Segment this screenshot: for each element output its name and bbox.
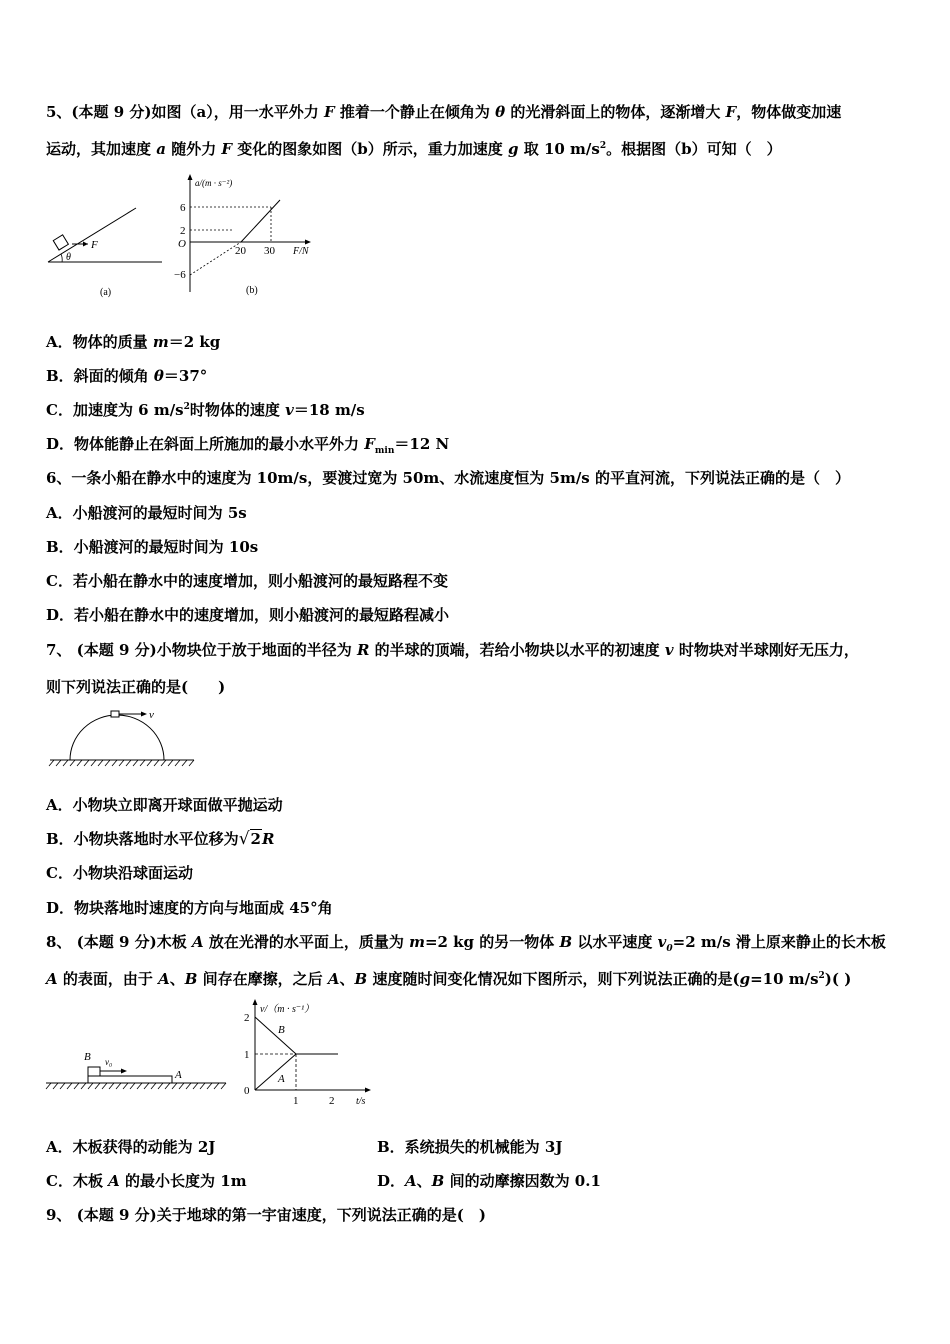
q7-figure-hemisphere (48, 705, 198, 770)
tick-x-20: 20 (235, 245, 246, 257)
vt-xlabel: t/s (356, 1096, 366, 1107)
fig-b-caption: (b) (246, 285, 258, 296)
fig-b-ylabel: a/(m · s⁻²) (195, 178, 233, 188)
q7-option-a[interactable]: A．小物块立即离开球面做平抛运动 (46, 796, 283, 814)
q5-stem-line1: 5、(本题 9 分)如图（a），用一水平外力 F 推着一个静止在倾角为 θ 的光滑斜面上的物体，逐渐增大 F，物体做变加速 (46, 103, 842, 121)
board-a (88, 1076, 172, 1083)
label-b: B (84, 1051, 91, 1063)
vt-tick-y-1: 1 (244, 1049, 250, 1061)
q8-option-b[interactable]: B．系统损失的机械能为 3J (377, 1138, 563, 1156)
q5-option-c[interactable]: C．加速度为 6 $m/s^2$时物体的速度 v＝18 m/s (46, 401, 365, 419)
q6-option-a[interactable]: A．小船渡河的最短时间为 5s (46, 504, 247, 522)
tick-y-neg6: −6 (174, 269, 186, 281)
label-v0: v₀ (105, 1057, 113, 1067)
vt-tick-y-2: 2 (244, 1012, 250, 1024)
tick-x-30: 30 (264, 245, 275, 257)
q5-option-d[interactable]: D．物体能静止在斜面上所施加的最小水平外力 $F_{min}=12$ N (46, 435, 450, 456)
q8-stem-line2: A 的表面，由于 A、B 间存在摩擦，之后 A、B 速度随时间变化情况如下图所示，则下列说法正确的是(g=10 $m/s^2$)( ) (46, 970, 852, 988)
vt-label-b: B (278, 1024, 285, 1036)
q7-option-d[interactable]: D．物块落地时速度的方向与地面成 45°角 (46, 899, 333, 917)
line-a (255, 1054, 296, 1090)
tick-y-2: 2 (180, 225, 186, 237)
vt-tick-x-1: 1 (293, 1095, 299, 1107)
q6-stem: 6、一条小船在静水中的速度为 10m/s，要渡过宽为 50m、水流速度恒为 5m/s 的平直河流，下列说法正确的是（ ） (46, 469, 850, 487)
vt-tick-x-2: 2 (329, 1095, 335, 1107)
q7-stem-line1: 7、 (本题 9 分)小物块位于放于地面的半径为 R 的半球的顶端，若给小物块以水平的初速度 v 时物块对半球刚好无压力， (46, 641, 859, 659)
q5-figure-a (44, 200, 164, 300)
vt-label-a: A (278, 1073, 285, 1085)
q8-option-c[interactable]: C．木板 A 的最小长度为 1m (46, 1172, 247, 1190)
tick-origin: O (178, 238, 186, 250)
small-block (111, 711, 119, 717)
q8-figure-vt-graph (238, 996, 383, 1111)
q6-option-c[interactable]: C．若小船在静水中的速度增加，则小船渡河的最短路程不变 (46, 572, 448, 590)
q6-option-d[interactable]: D．若小船在静水中的速度增加，则小船渡河的最短路程减小 (46, 606, 450, 624)
label-a: A (175, 1069, 182, 1081)
q5-stem-line2: 运动，其加速度 a 随外力 F 变化的图象如图（b）所示，重力加速度 g 取 10 $m/s^2$。根据图（b）可知（ ） (46, 140, 782, 158)
velocity-label: v (149, 709, 154, 721)
a-F-line (241, 200, 280, 242)
q5-option-b[interactable]: B．斜面的倾角 θ＝37° (46, 367, 208, 385)
force-label: F (91, 239, 98, 251)
q8-option-a[interactable]: A．木板获得的动能为 2J (46, 1138, 216, 1156)
q7-stem-line2: 则下列说法正确的是( ) (46, 678, 226, 696)
block-b (88, 1067, 100, 1076)
q8-figure-board (44, 1045, 229, 1095)
q5-option-a[interactable]: A．物体的质量 m＝2 kg (46, 333, 221, 351)
vt-tick-y-0: 0 (244, 1085, 250, 1097)
vt-ylabel: v/（m · s⁻¹） (260, 1004, 315, 1015)
q6-option-b[interactable]: B．小船渡河的最短时间为 10s (46, 538, 259, 556)
q9-stem: 9、 (本题 9 分)关于地球的第一宇宙速度，下列说法正确的是( ) (46, 1206, 486, 1224)
tick-y-6: 6 (180, 202, 186, 214)
q8-stem-line1: 8、 (本题 9 分)木板 A 放在光滑的水平面上，质量为 m=2 kg 的另一物体 B 以水平速度 $v_0=2$ m/s 滑上原来静止的长木板 (46, 933, 886, 954)
q7-option-c[interactable]: C．小物块沿球面运动 (46, 864, 193, 882)
fig-a-caption: (a) (100, 287, 112, 298)
extrapolated-line (190, 242, 241, 275)
angle-label: θ (66, 252, 71, 263)
q7-option-b[interactable]: B．小物块落地时水平位移为√2R (46, 829, 275, 849)
q8-option-d[interactable]: D．A、B 间的动摩擦因数为 0.1 (377, 1172, 601, 1190)
line-b (255, 1017, 296, 1054)
q5-figure-b (168, 172, 328, 302)
fig-b-xlabel: F/N (293, 246, 309, 257)
hemisphere (70, 715, 164, 760)
block-on-incline (53, 235, 68, 250)
